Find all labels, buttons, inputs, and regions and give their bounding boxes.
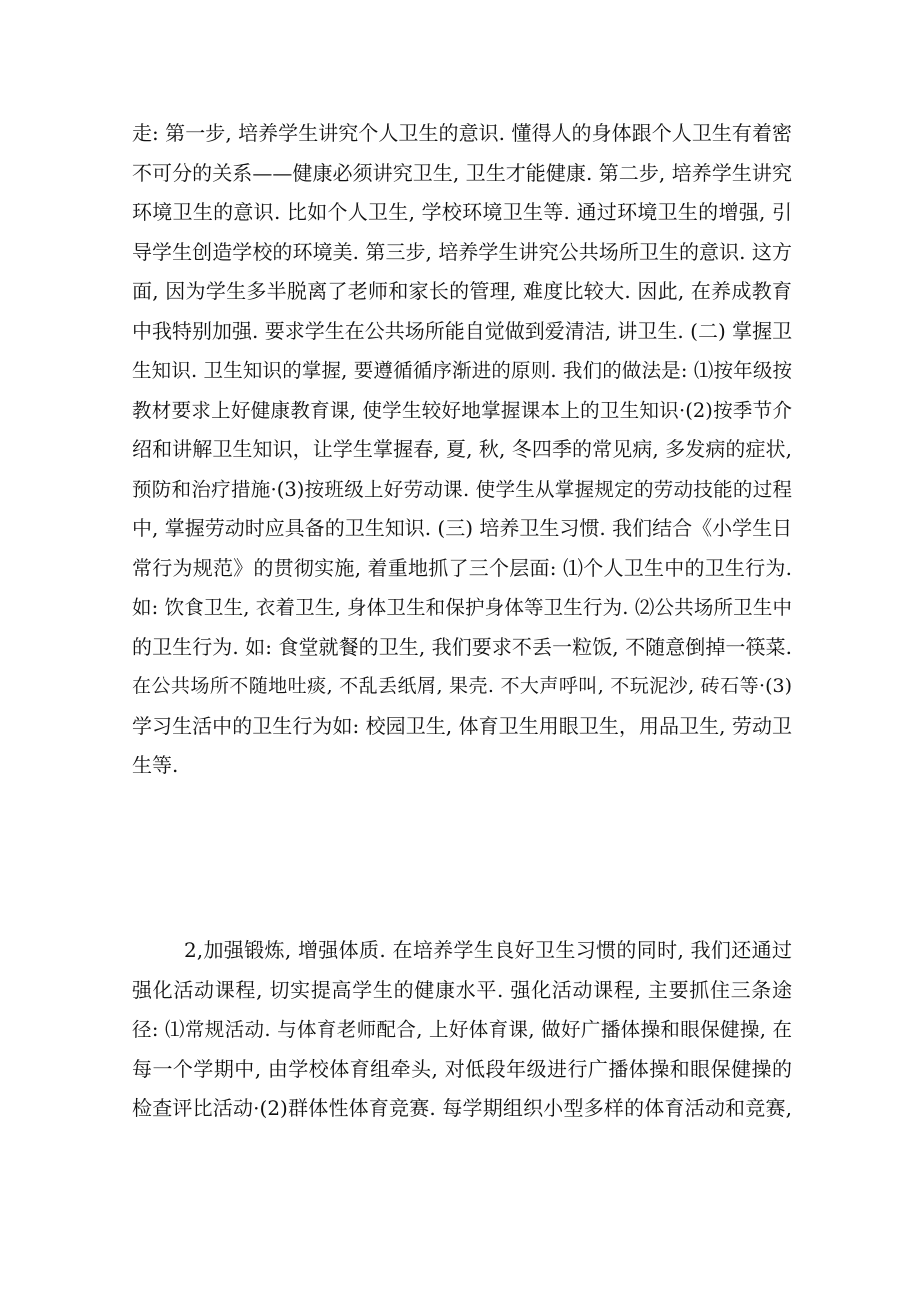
text-line: 在公共场所不随地吐痰, 不乱丢纸屑, 果壳. 不大声呼叫, 不玩泥沙, 砖石等·(3)	[132, 675, 792, 697]
text-line: 径: ⑴常规活动. 与体育老师配合, 上好体育课, 做好广播体操和眼保健操, 在	[132, 1018, 792, 1041]
text-line: 环境卫生的意识. 比如个人卫生, 学校环境卫生等. 通过环境卫生的增强, 引	[132, 200, 792, 224]
text-line: 常行为规范》的贯彻实施, 着重地抓了三个层面: ⑴个人卫生中的卫生行为.	[132, 555, 792, 580]
text-line: 中, 掌握劳动时应具备的卫生知识. (三) 培养卫生习惯. 我们结合《小学生日	[132, 516, 793, 540]
text-line: 检查评比活动·(2)群体性体育竞赛. 每学期组织小型多样的体育活动和竞赛,	[132, 1096, 792, 1120]
text-line: 面, 因为学生多半脱离了老师和家长的管理, 难度比较大. 因此, 在养成教育	[132, 279, 792, 303]
text-line: 2,加强锻炼, 增强体质. 在培养学生良好卫生习惯的同时, 我们还通过	[184, 938, 792, 962]
paragraph-physical-exercise	[132, 931, 792, 1129]
text-line: 教材要求上好健康教育课, 使学生较好地掌握课本上的卫生知识·(2)按季节介	[132, 398, 792, 422]
text-line: 生知识. 卫生知识的掌握, 要遵循循序渐进的原则. 我们的做法是: ⑴按年级按	[132, 359, 792, 382]
paragraph-hygiene-habits	[132, 114, 792, 786]
text-line: 不可分的关系——健康必须讲究卫生, 卫生才能健康. 第二步, 培养学生讲究	[132, 160, 792, 185]
text-line: 学习生活中的卫生行为如: 校园卫生, 体育卫生用眼卫生，用品卫生, 劳动卫	[132, 713, 792, 738]
text-line: 生等.	[132, 753, 179, 777]
text-line: 如: 饮食卫生, 衣着卫生, 身体卫生和保护身体等卫生行为. ⑵公共场所卫生中	[132, 596, 792, 619]
text-line: 的卫生行为. 如: 食堂就餐的卫生, 我们要求不丢一粒饭, 不随意倒掉一筷菜.	[132, 634, 792, 659]
text-line: 导学生创造学校的环境美. 第三步, 培养学生讲究公共场所卫生的意识. 这方	[132, 239, 792, 264]
text-line: 绍和讲解卫生知识，让学生掌握春, 夏, 秋, 冬四季的常见病, 多发病的症状,	[132, 437, 792, 461]
text-line: 预防和治疗措施·(3)按班级上好劳动课. 使学生从掌握规定的劳动技能的过程	[132, 477, 792, 501]
text-line: 强化活动课程, 切实提高学生的健康水平. 强化活动课程, 主要抓住三条途	[132, 977, 792, 1002]
text-line: 中我特别加强. 要求学生在公共场所能自觉做到爱清洁, 讲卫生. (二) 掌握卫	[132, 318, 793, 343]
text-line: 走: 第一步, 培养学生讲究个人卫生的意识. 懂得人的身体跟个人卫生有着密	[132, 121, 792, 145]
text-line: 每一个学期中, 由学校体育组牵头, 对低段年级进行广播体操和眼保健操的	[132, 1056, 792, 1081]
